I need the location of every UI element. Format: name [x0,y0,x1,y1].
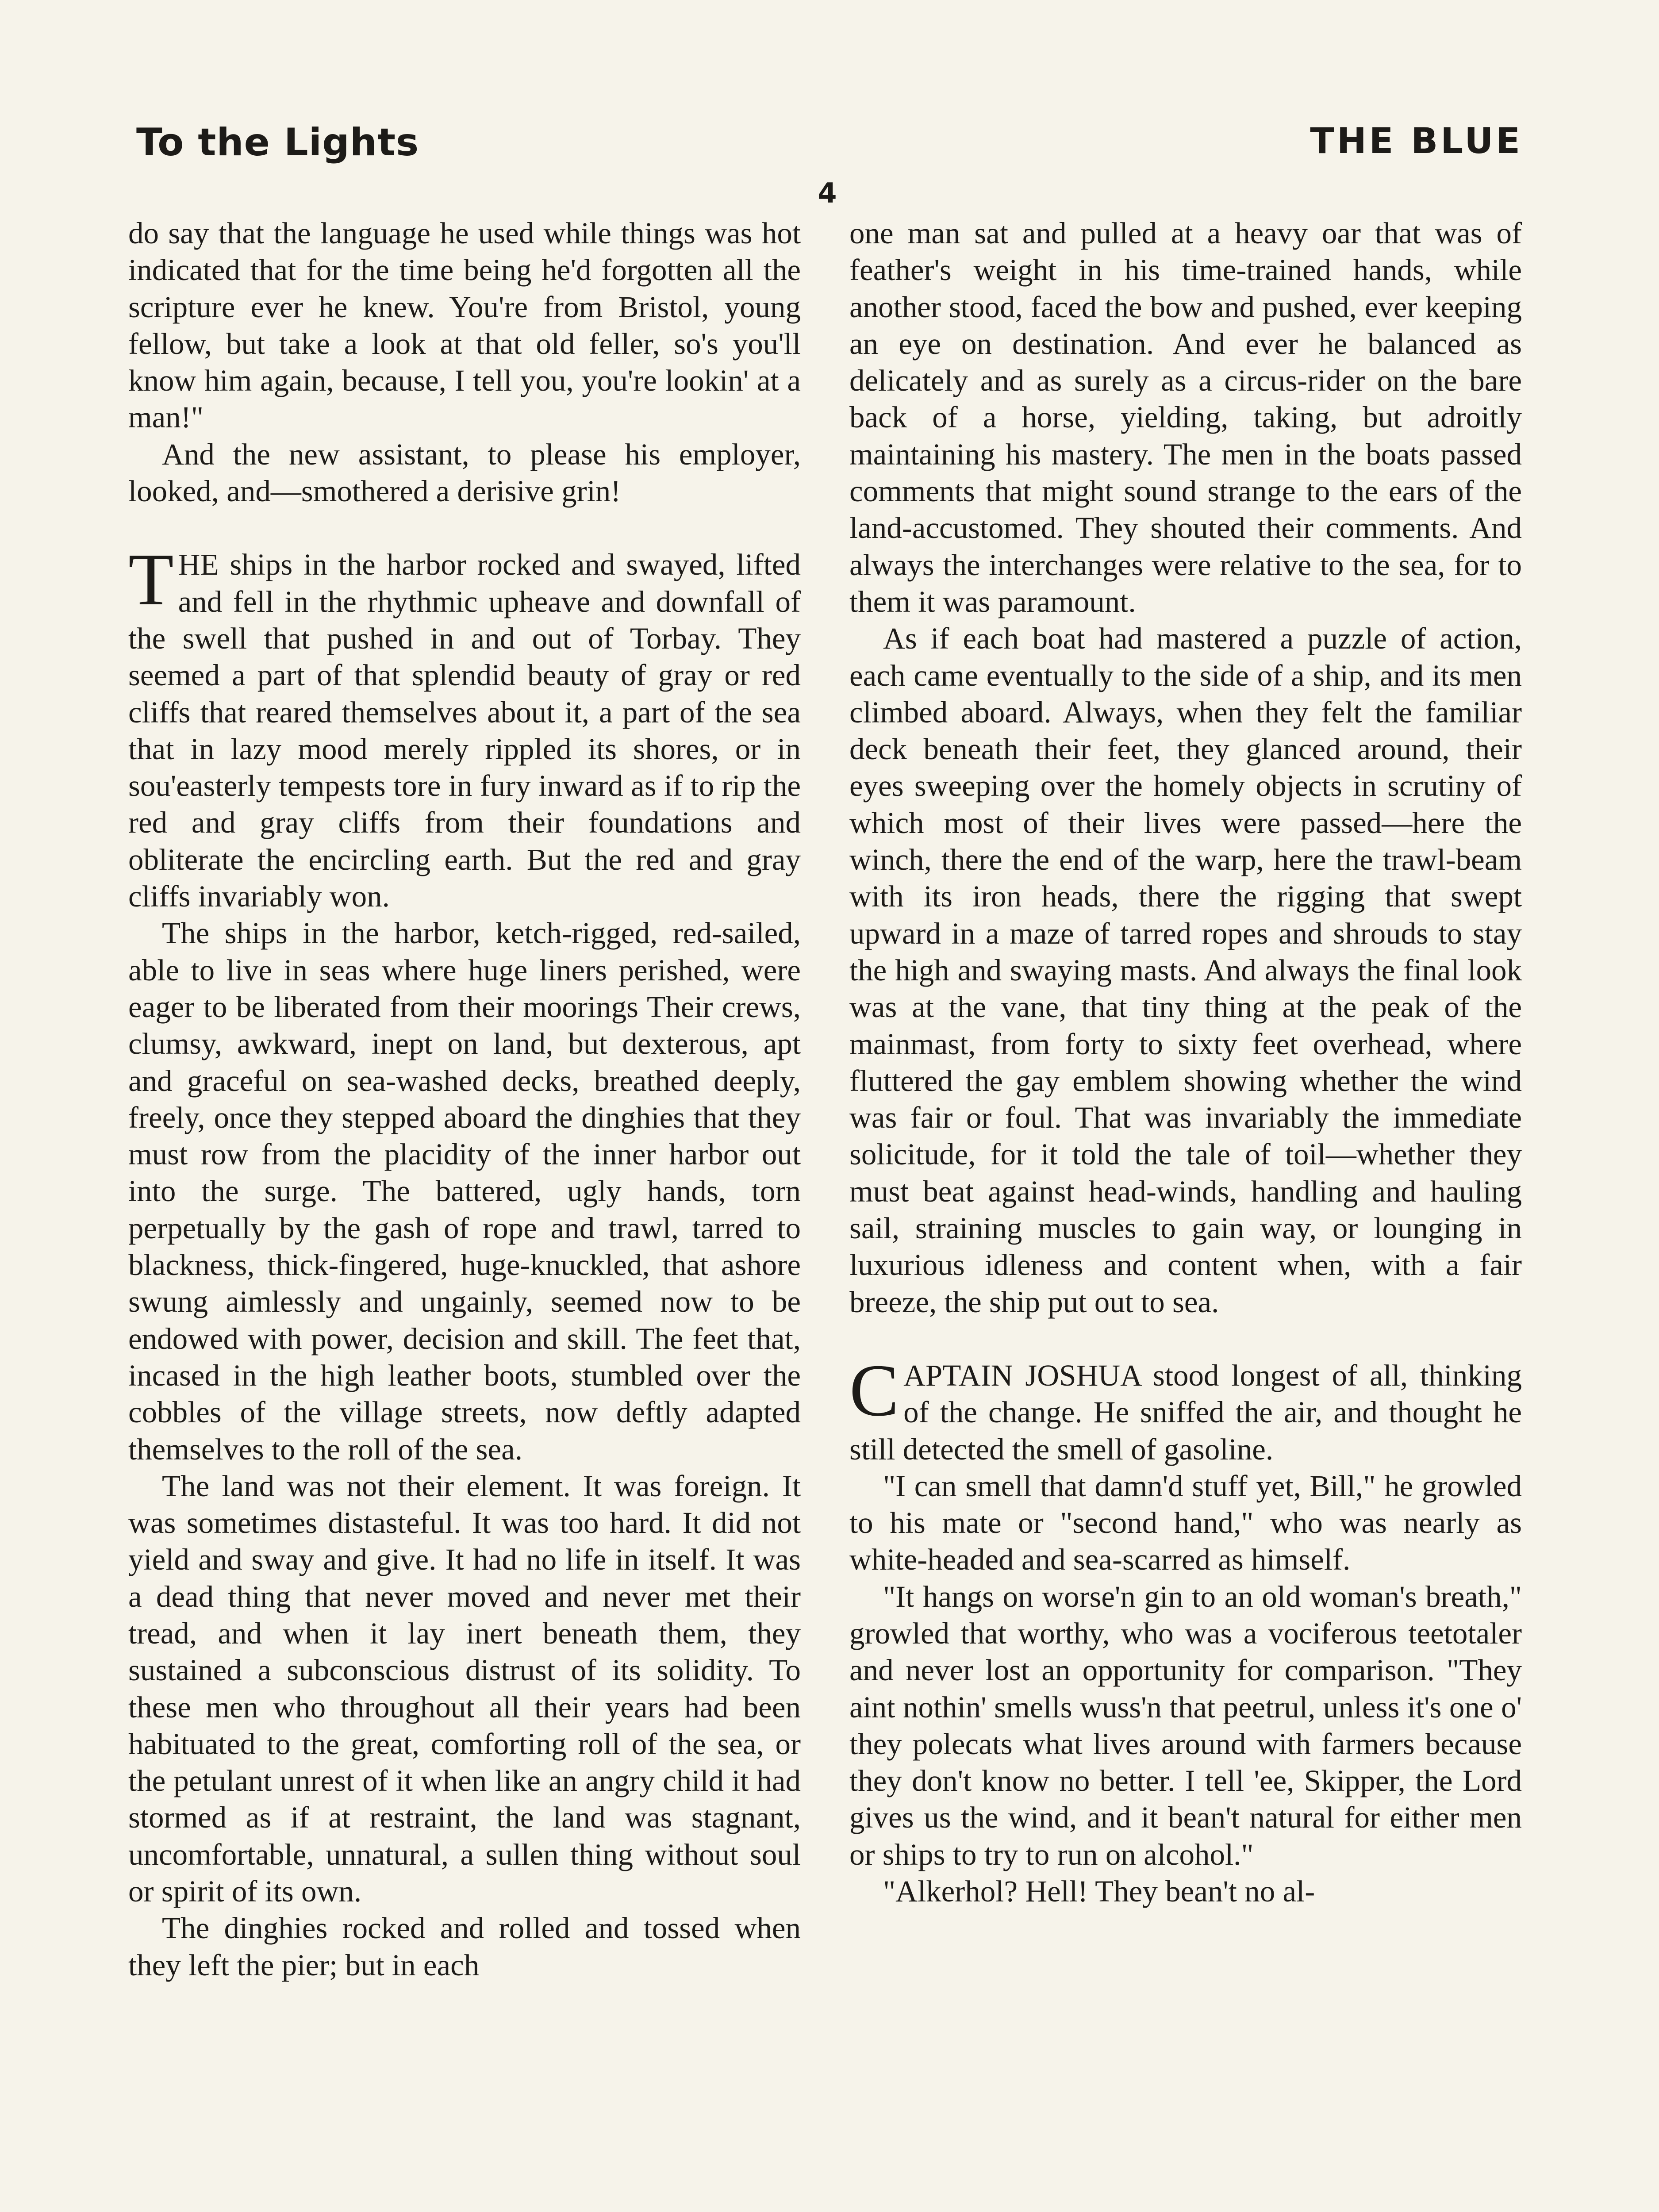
paragraph: do say that the language he used while things was hot indicated that for the time being he'd forgotten all the scripture ever he knew. You're from Bristol, young fellow, but take a look at that old feller, so's you'll know him again, because, I tell you, you're lookin' at a man!" [128,216,801,434]
paragraph: one man sat and pulled at a heavy oar that was of feather's weight in his time-trained hands, while another stood, faced the bow and pushed, ever keeping an eye on destination. And ever he balanced as delicately and as surely as a circus-rider on the bare back of a horse, yielding, taking, but adroitly maintaining his mastery. The men in the boats passed comments that might sound strange to the ears of the land-accustomed. They shouted their comments. And always the interchanges were relative to the sea, for to them it was paramount. [849,216,1522,618]
paragraph-text: HE ships in the harbor rocked and swayed, lifted and fell in the rhythmic upheave and downfall of the swell that pushed in and out of Torbay. They seemed a part of that splendid beauty of gray or red cliffs that reared themselves about it, a part of the sea that in lazy mood merely rippled its shores, or in sou'easterly tempests tore in fury inward as if to rip the red and gray cliffs from their foundations and obliterate the encircling earth. But the red and gray cliffs invariably won. [128,548,801,914]
paragraph: "It hangs on worse'n gin to an old woman's breath," growled that worthy, who was a vociferous teetotaler and never lost an opportunity for comparison. "They aint nothin' smells wuss'n that peetrul, unless it's one o' they polecats what lives around with farmers because they don't know no better. I tell 'ee, Skipper, the Lord gives us the wind, and it bean't natural for either men or ships to try to run on alcohol." [849,1579,1522,1871]
drop-cap: C [849,1349,899,1432]
right-column [849,215,1522,2212]
paragraph: And the new assistant, to please his employer, looked, and—smothered a derisive grin! [128,437,801,508]
paragraph: The land was not their element. It was foreign. It was sometimes distasteful. It was too hard. It did not yield and sway and give. It had no life in itself. It was a dead thing that never moved and never met their tread, and when it lay inert beneath them, they sustained a subconscious distrust of its solidity. To these men who throughout all their years had been habituated to the great, comforting roll of the sea, or the petulant unrest of it when like an angry child it had stormed as if at restraint, the land was stagnant, uncomfortable, unnatural, a sullen thing without soul or spirit of its own. [128,1469,801,1909]
left-column [128,215,801,2212]
paragraph: "I can smell that damn'd stuff yet, Bill," he growled to his mate or "second hand," who was nearly as white-headed and sea-scarred as himself. [849,1469,1522,1577]
paragraph-text: APTAIN JOSHUA stood longest of all, thinking of the change. He sniffed the air, and thought he still detected the smell of gasoline. [849,1358,1522,1466]
paragraph-dropcap [849,1349,1522,1468]
paragraph: The ships in the harbor, ketch-rigged, red-sailed, able to live in seas where huge liners perished, were eager to be liberated from their moorings Their crews, clumsy, awkward, inept on land, but dexterous, apt and graceful on sea-washed decks, breathed deeply, freely, once they stepped aboard the dinghies that they must row from the placidity of the inner harbor out into the surge. The battered, ugly hands, torn perpetually by the gash of rope and trawl, tarred to blackness, thick-fingered, huge-knuckled, that ashore swung aimlessly and ungainly, seemed now to be endowed with power, decision and skill. The feet that, incased in the high leather boots, stumbled over the cobbles of the village streets, now deftly adapted themselves to the roll of the sea. [128,916,801,1466]
paragraph: The dinghies rocked and rolled and tossed when they left the pier; but in each [128,1911,801,1982]
running-head-magazine-title: THE BLUE [1310,120,1523,161]
page-number: 4 [818,177,837,209]
drop-cap: T [128,538,174,621]
paragraph: "Alkerhol? Hell! They bean't no al- [883,1874,1315,1909]
paragraph-dropcap [128,538,801,915]
paragraph: As if each boat had mastered a puzzle of action, each came eventually to the side of a ship, and its men climbed aboard. Always, when they felt the familiar deck beneath their feet, they glanced around, their eyes sweeping over the homely objects in scrutiny of which most of their lives were passed—here the winch, there the end of the warp, here the trawl-beam with its iron heads, there the rigging that swept upward in a maze of tarred ropes and shrouds to stay the high and swaying masts. And always the final look was at the vane, that tiny thing at the peak of the mainmast, from forty to sixty feet overhead, where fluttered the gay emblem showing whether the wind was fair or foul. That was invariably the immediate solicitude, for it told the tale of toil—whether they must beat against head-winds, handling and hauling sail, straining muscles to gain way, or lounging in luxurious idleness and content when, with a fair breeze, the ship put out to sea. [849,622,1522,1319]
running-head-story-title: To the Lights [136,120,419,165]
